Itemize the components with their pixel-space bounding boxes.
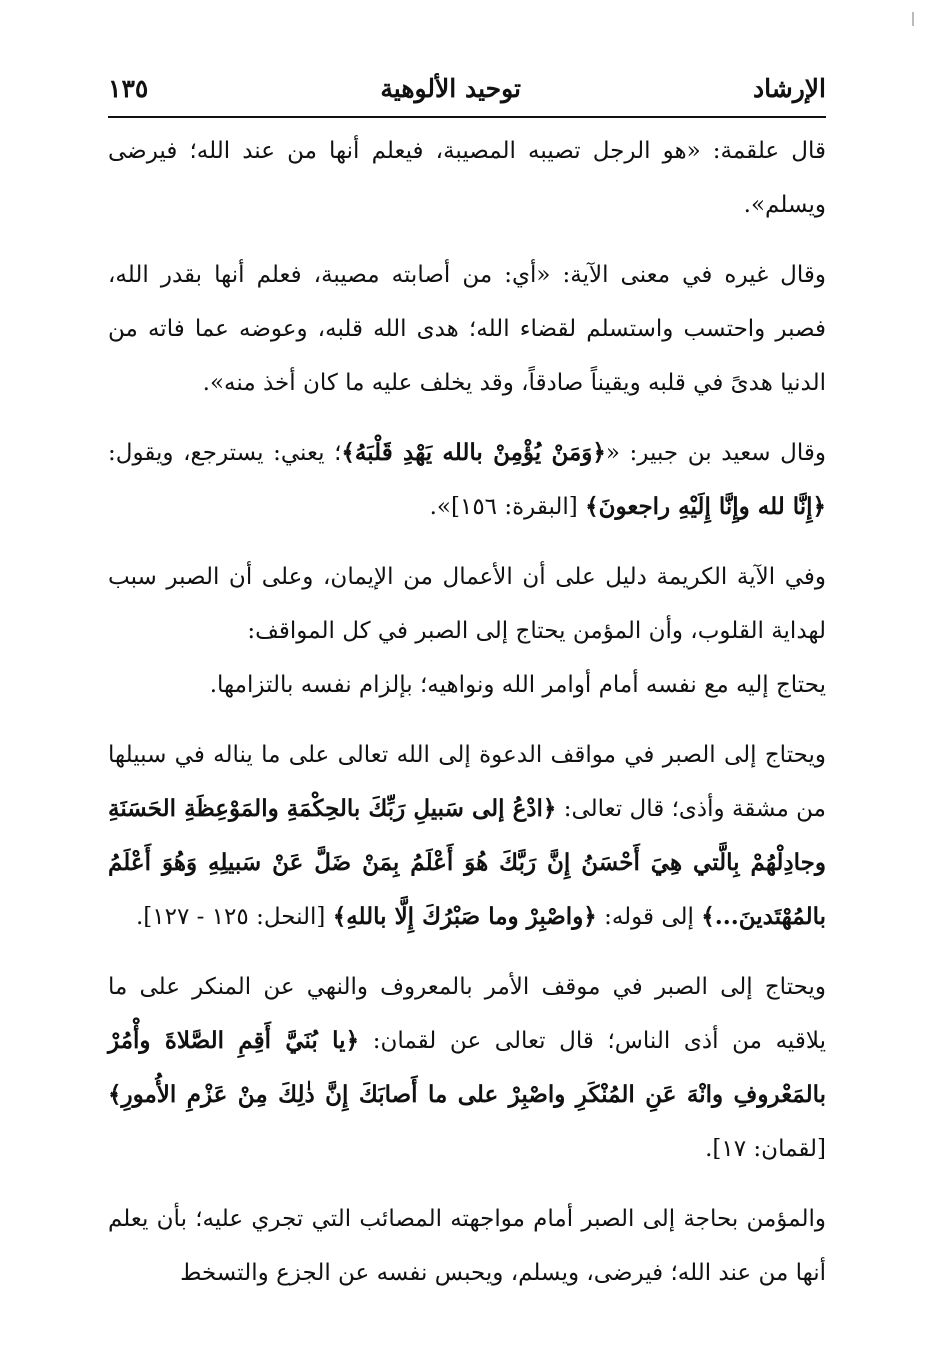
quran-quote: ﴿يا بُنَيَّ أَقِمِ الصَّلاةَ وأْمُرْ بالمَعْروفِ وانْهَ عَنِ المُنْكَرِ واصْبِرْ على ما أَصابَكَ إِنَّ ذٰلِكَ مِنْ عَزْمِ الأُمورِ﴾: [108, 1027, 826, 1108]
text-segment: [لقمان: ١٧].: [705, 1136, 826, 1162]
text-segment: ويحتاج إلى الصبر في موقف الأمر بالمعروف والنهي عن المنكر على ما يلاقيه من أذى الناس؛ قال تعالى عن لقمان:: [108, 974, 826, 1054]
header-rule: [108, 116, 826, 118]
text-segment: ويحتاج إلى الصبر في مواقف الدعوة إلى الله تعالى على ما يناله في سبيلها من مشقة وأذى؛ قال تعالى:: [108, 742, 827, 822]
page-header: [108, 66, 826, 110]
scan-edge-mark: [912, 12, 914, 26]
text-segment: ؛ يعني: يسترجع، ويقول:: [108, 440, 342, 466]
paragraph: [108, 658, 826, 712]
text-segment: إلى قوله:: [596, 904, 702, 930]
text-segment: [النحل: ١٢٥ - ١٢٧].: [135, 904, 333, 930]
paragraph: [108, 960, 826, 1176]
quran-quote: ﴿إِنَّا لله وإِنَّا إِلَيْهِ راجعونَ﴾: [585, 493, 826, 520]
paragraph: [108, 248, 826, 410]
text-segment: وقال غيره في معنى الآية: «أي: من أصابته مصيبة، فعلم أنها بقدر الله، فصبر واحتسب واستسلم لقضاء الله؛ هدى الله قلبه، وعوضه عما فاته من الدنيا هدىً في قلبه ويقيناً صادقاً، وقد يخلف عليه ما كان أخذ منه».: [108, 262, 826, 396]
page-number: ١٣٥: [108, 73, 149, 103]
quran-quote: ﴿ادْعُ إلى سَبيلِ رَبِّكَ بالحِكْمَةِ والمَوْعِظَةِ الحَسَنَةِ وجادِلْهُمْ بِالَّتي هِيَ أَحْسَنُ إِنَّ رَبَّكَ هُوَ أَعْلَمُ بِمَنْ ضَلَّ عَنْ سَبيلِهِ وَهُوَ أَعْلَمُ بالمُهْتَدينَ...﴾: [108, 795, 826, 930]
body-text: [108, 124, 826, 1300]
quran-quote: ﴿وَمَنْ يُؤْمِنْ بالله يَهْدِ قَلْبَهُ﴾: [341, 439, 606, 466]
text-segment: يحتاج إليه مع نفسه أمام أوامر الله ونواهيه؛ بإلزام نفسه بالتزامها.: [209, 672, 826, 698]
paragraph: [108, 426, 826, 534]
quran-quote: ﴿واصْبِرْ وما صَبْرُكَ إِلَّا باللهِ﴾: [332, 903, 597, 930]
text-segment: وفي الآية الكريمة دليل على أن الأعمال من الإيمان، وعلى أن الصبر سبب لهداية القلوب، وأن المؤمن يحتاج إلى الصبر في كل المواقف:: [108, 564, 826, 644]
text-segment: [البقرة: ١٥٦]».: [429, 494, 586, 520]
paragraph: [108, 124, 826, 232]
paragraph: [108, 1192, 826, 1300]
text-segment: قال علقمة: «هو الرجل تصيبه المصيبة، فيعلم أنها من عند الله؛ فيرضى ويسلم».: [108, 138, 826, 218]
paragraph: [108, 728, 826, 944]
text-segment: وقال سعيد بن جبير: «: [605, 440, 826, 466]
paragraph: [108, 550, 826, 658]
book-title: الإرشاد: [753, 73, 826, 103]
text-segment: والمؤمن بحاجة إلى الصبر أمام مواجهته المصائب التي تجري عليه؛ بأن يعلم أنها من عند الله؛ فيرضى، ويسلم، ويحبس نفسه عن الجزع والتسخط: [108, 1206, 826, 1286]
chapter-title: توحيد الألوهية: [380, 73, 521, 103]
